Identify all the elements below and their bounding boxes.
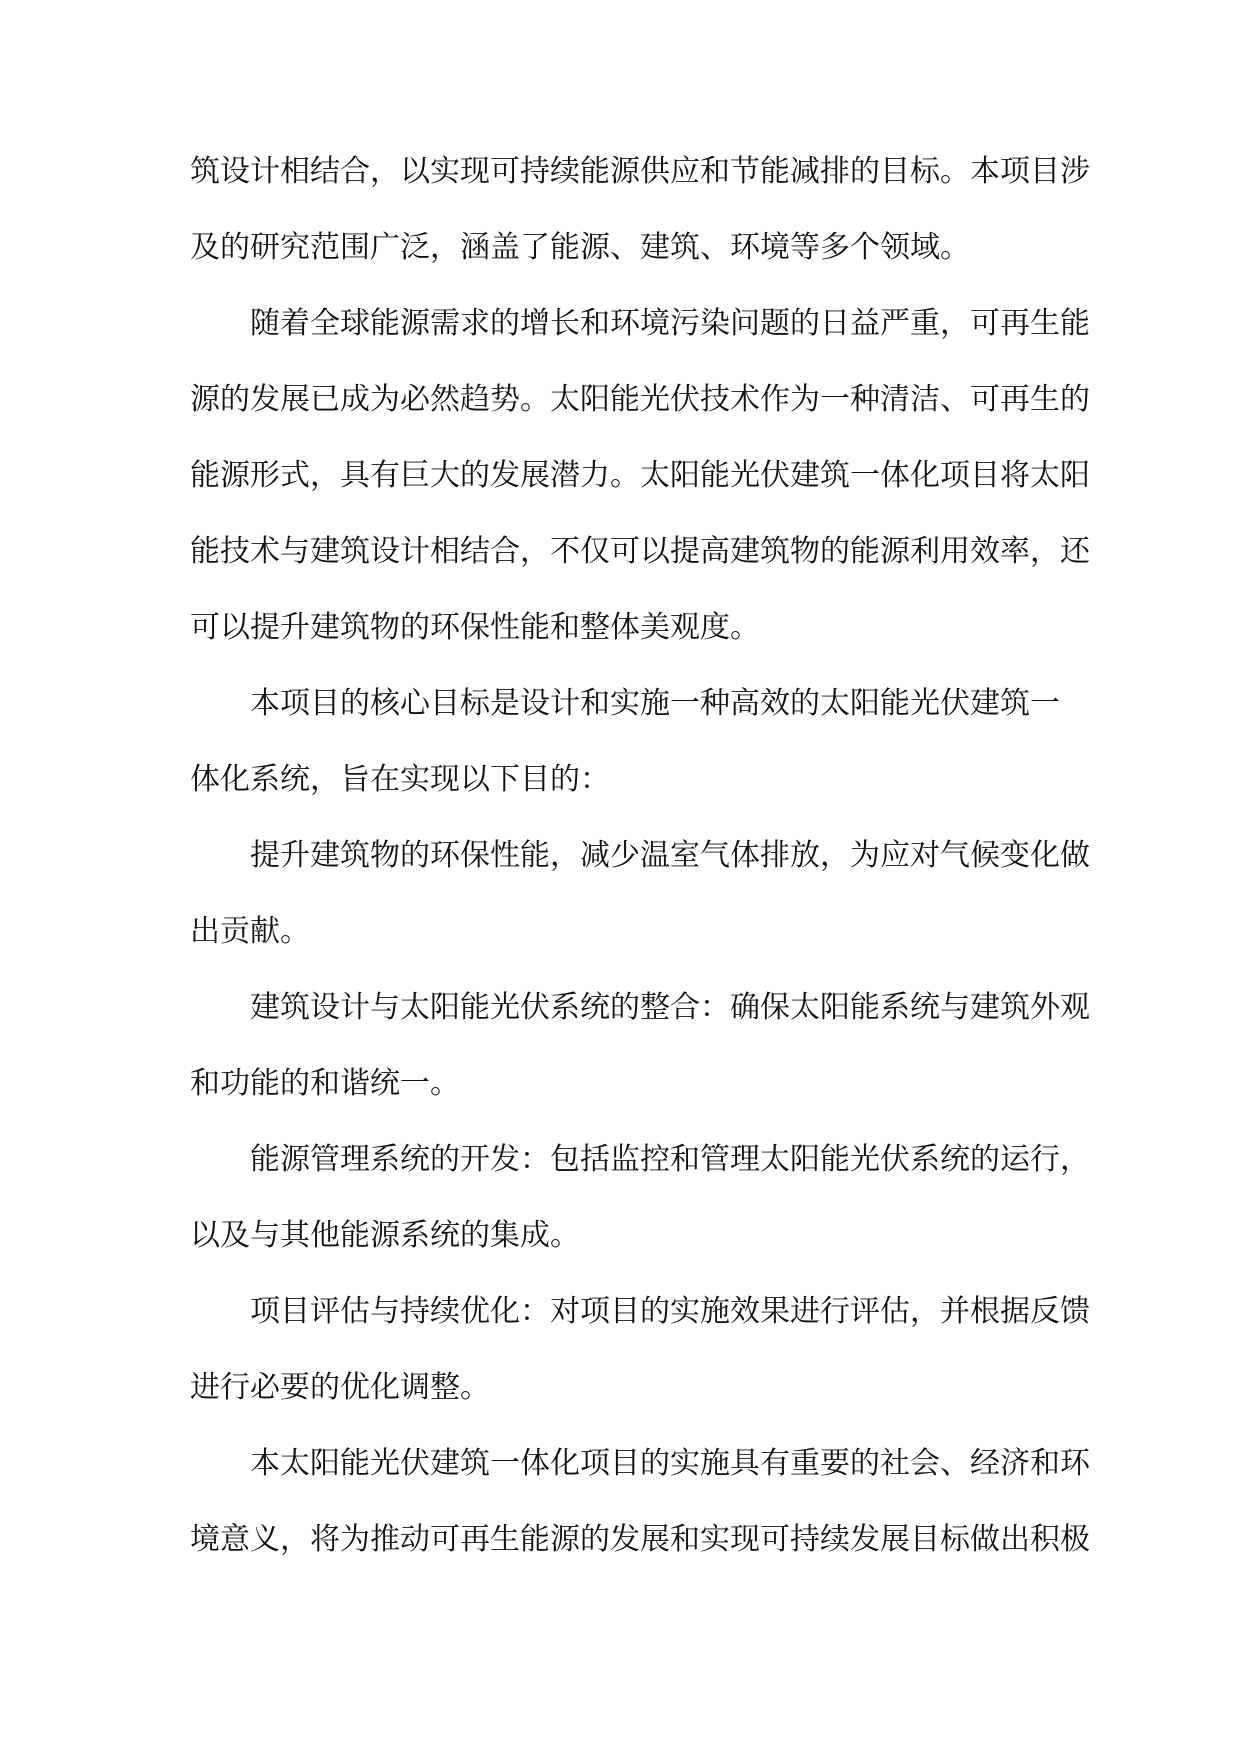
text-line: 出贡献。 [190,914,310,949]
text-line: 进行必要的优化调整。 [190,1370,490,1405]
text-line: 境意义，将为推动可再生能源的发展和实现可持续发展目标做出积极 [190,1522,1090,1557]
text-line: 项目评估与持续优化：对项目的实施效果进行评估，并根据反馈 [250,1294,1090,1329]
document-body [190,142,1090,1586]
text-line: 体化系统，旨在实现以下目的： [190,762,610,797]
text-line: 建筑设计与太阳能光伏系统的整合：确保太阳能系统与建筑外观 [250,990,1090,1025]
text-line: 本太阳能光伏建筑一体化项目的实施具有重要的社会、经济和环 [250,1446,1090,1481]
text-line: 能技术与建筑设计相结合，不仅可以提高建筑物的能源利用效率，还 [190,534,1090,569]
text-line: 和功能的和谐统一。 [190,1066,460,1101]
text-line: 随着全球能源需求的增长和环境污染问题的日益严重，可再生能 [250,306,1090,341]
text-line: 筑设计相结合，以实现可持续能源供应和节能减排的目标。本项目涉 [190,154,1090,189]
text-line: 以及与其他能源系统的集成。 [190,1218,580,1253]
text-line: 源的发展已成为必然趋势。太阳能光伏技术作为一种清洁、可再生的 [190,382,1090,417]
text-line: 能源形式，具有巨大的发展潜力。太阳能光伏建筑一体化项目将太阳 [190,458,1090,493]
text-line: 提升建筑物的环保性能，减少温室气体排放，为应对气候变化做 [250,838,1090,873]
text-line: 能源管理系统的开发：包括监控和管理太阳能光伏系统的运行， [250,1142,1090,1177]
text-line: 及的研究范围广泛，涵盖了能源、建筑、环境等多个领域。 [190,230,970,265]
text-line: 本项目的核心目标是设计和实施一种高效的太阳能光伏建筑一 [250,686,1060,721]
text-line: 可以提升建筑物的环保性能和整体美观度。 [190,610,760,645]
